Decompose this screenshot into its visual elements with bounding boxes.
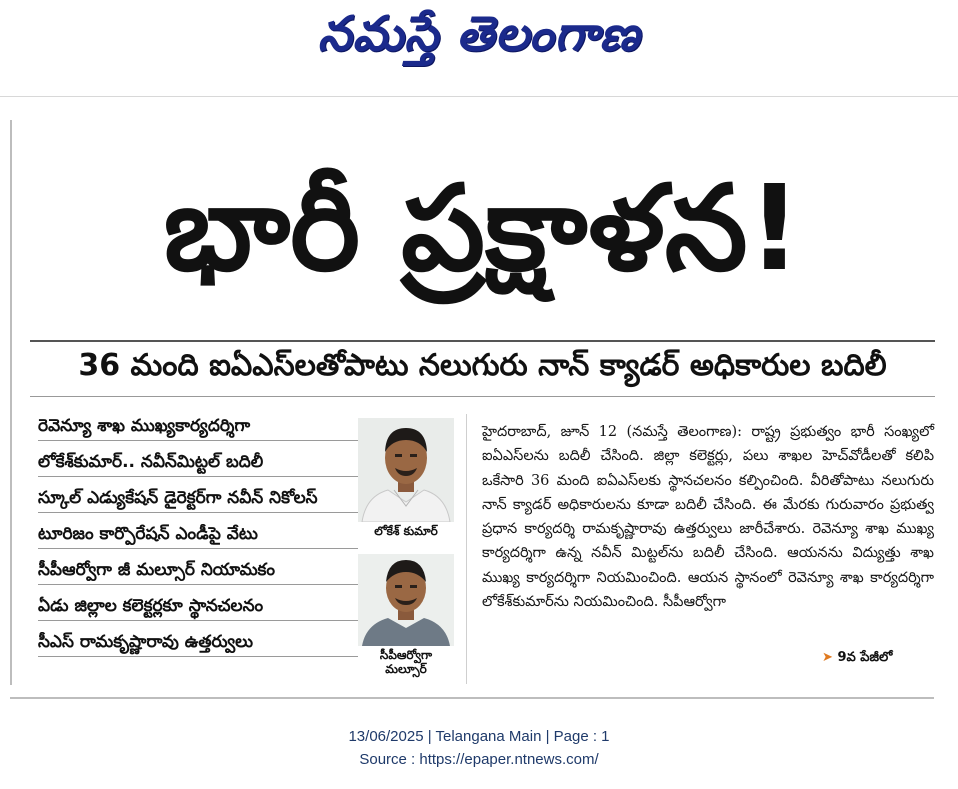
masthead-divider — [0, 96, 958, 97]
highlight-item: స్కూల్ ఎడ్యుకేషన్ డైరెక్టర్‌గా నవీన్ నికోలస్ — [38, 488, 358, 513]
photo-caption-lokesh: లోకేశ్ కుమార్ — [374, 524, 438, 538]
highlight-item: సీపీఆర్వోగా జీ మల్సూర్ నియామకం — [38, 560, 358, 585]
column-divider — [466, 414, 467, 684]
bottom-border-rule — [10, 697, 934, 699]
caption-mallur-line1: సీపీఆర్వోగా — [379, 648, 433, 662]
headline-divider — [30, 340, 935, 342]
highlight-item: టూరిజం కార్పొరేషన్ ఎండీపై వేటు — [38, 524, 358, 549]
footer-source-link[interactable]: Source : https://epaper.ntnews.com/ — [359, 751, 599, 768]
headline: భారీ ప్రక్షాళన! — [163, 158, 802, 297]
continued-label: 9వ పేజీలో — [837, 650, 893, 665]
photo-mallur — [358, 554, 454, 646]
caption-mallur-line2: మల్సూర్ — [385, 662, 427, 676]
highlight-item: రెవెన్యూ శాఖ ముఖ్యకార్యదర్శిగా — [38, 416, 358, 441]
article-body: హైదరాబాద్, జూన్ 12 (నమస్తే తెలంగాణ): రాష్ట్ర ప్రభుత్వం భారీ సంఖ్యలో ఐఏఎస్‌లను బదిలీ చేసింది. జిల్లా కలెక్టర్లు, పలు శాఖల హెచ్‌వోడీలతో కలిపి ఒకేసారి 36 మంది ఐఏఎస్‌లకు స్థానచలనం కల్పించింది. వీరితోపాటు నలుగురు నాన్ క్యాడర్ అధికారులను కూడా బదిలీ చేసింది. ఈ మేరకు గురువారం ప్రభుత్వ ప్రధాన కార్యదర్శి రామకృష్ణారావు ఉత్తర్వులు జారీచేశారు. రెవెన్యూ శాఖ ముఖ్య కార్యదర్శిగా ఉన్న నవీన్ మిట్టల్‌ను బదిలీ చేసింది. ఆయనను విద్యుత్తు శాఖ ముఖ్య కార్యదర్శిగా నియమించింది. ఆయన స్థానంలో రెవెన్యూ శాఖ కార్యదర్శిగా లోకేశ్‌కుమార్‌ను నియమించింది. సీపీఆర్వోగా — [482, 424, 934, 611]
highlight-item: లోకేశ్‌కుమార్.. నవీన్‌మిట్టల్ బదిలీ — [38, 452, 358, 477]
masthead-title: నమస్తే తెలంగాణ — [317, 6, 641, 62]
subheadline-divider — [30, 396, 935, 397]
portrait-mallur-image — [358, 554, 454, 646]
photo-lokesh-kumar — [358, 418, 454, 522]
left-border-rule — [10, 120, 12, 685]
footer-edition-line: 13/06/2025 | Telangana Main | Page : 1 — [348, 728, 610, 745]
photo-caption-mallur — [346, 648, 466, 676]
subheadline: 36 మంది ఐఏఎస్‌లతోపాటు నలుగురు నాన్ క్యాడర్ అధికారుల బదిలీ — [78, 348, 887, 383]
arrow-right-icon: ➤ — [822, 650, 833, 665]
masthead-logo — [0, 0, 958, 80]
highlight-item: సీఎస్ రామకృష్ణారావు ఉత్తర్వులు — [38, 632, 358, 657]
highlight-item: ఏడు జిల్లాల కలెక్టర్లకూ స్థానచలనం — [38, 596, 358, 621]
highlights-list — [38, 416, 358, 668]
portrait-lokesh-image — [358, 418, 454, 522]
continued-on-page[interactable] — [822, 650, 892, 668]
